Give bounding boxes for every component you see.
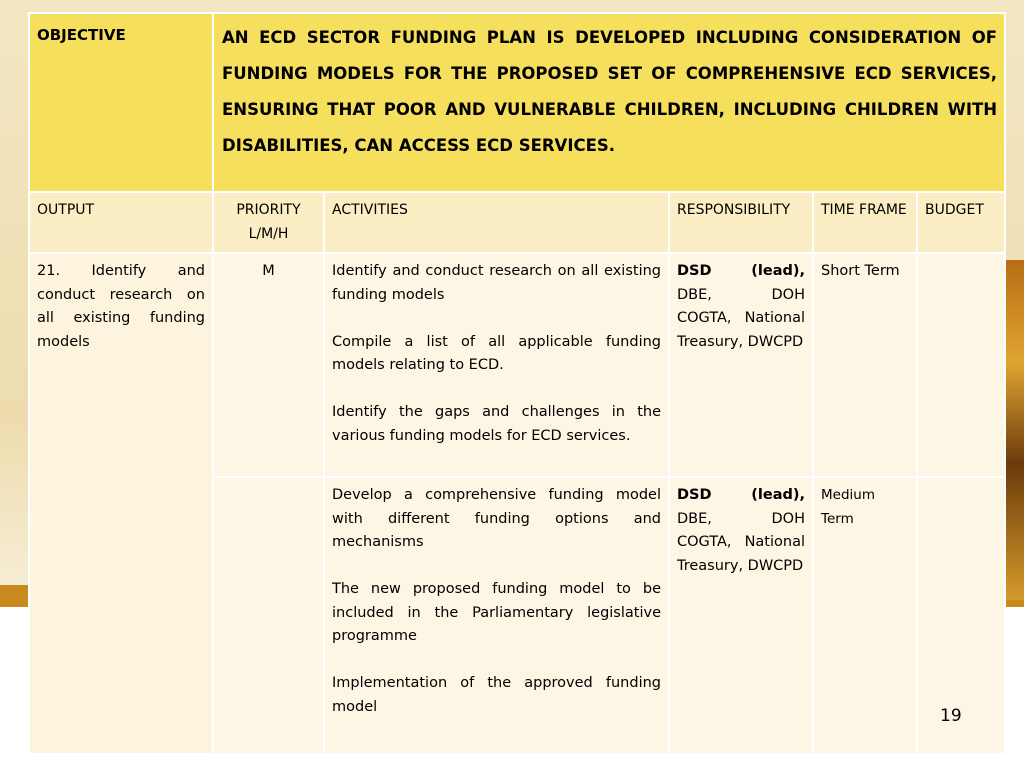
priority-cell: M — [213, 253, 324, 477]
responsibility-cell — [669, 477, 813, 754]
activity-item: Compile a list of all applicable funding models relating to ECD. — [332, 333, 661, 373]
responsibility-others: DBE, DOH COGTA, National Treasury, DWCPD — [677, 510, 805, 574]
header-responsibility: RESPONSIBILITY — [669, 192, 813, 253]
activity-item: Identify and conduct research on all existing funding models — [332, 263, 661, 303]
header-output: OUTPUT — [29, 192, 213, 253]
header-time-frame: TIME FRAME — [813, 192, 917, 253]
table-row — [29, 253, 1005, 477]
activities-cell — [324, 253, 669, 477]
responsibility-lead: DSD (lead), — [677, 487, 805, 503]
budget-cell — [917, 253, 1005, 477]
time-frame-cell: Medium Term — [813, 477, 917, 754]
objective-row — [29, 13, 1005, 192]
responsibility-lead: DSD (lead), — [677, 263, 805, 279]
header-budget: BUDGET — [917, 192, 1005, 253]
priority-cell — [213, 477, 324, 754]
output-cell: 21. Identify and conduct research on all existing funding models — [29, 253, 213, 754]
responsibility-others: DBE, DOH COGTA, National Treasury, DWCPD — [677, 286, 805, 350]
activities-cell — [324, 477, 669, 754]
header-row — [29, 192, 1005, 253]
page-number: 19 — [940, 706, 962, 726]
activity-item: Identify the gaps and challenges in the various funding models for ECD services. — [332, 404, 661, 444]
header-priority: PRIORITY L/M/H — [213, 192, 324, 253]
objective-label: OBJECTIVE — [29, 13, 213, 192]
activity-item: Develop a comprehensive funding model with different funding options and mechanisms — [332, 487, 661, 550]
objective-text: AN ECD SECTOR FUNDING PLAN IS DEVELOPED INCLUDING CONSIDERATION OF FUNDING MODELS FOR THE PROPOSED SET OF COMPREHENSIVE ECD SERVICES, ENSURING THAT POOR AND VULNERABLE CHILDREN, INCLUDING CHILDREN WITH DISABILITIES, CAN ACCESS ECD SERVICES. — [213, 13, 1005, 192]
responsibility-cell — [669, 253, 813, 477]
activity-item: Implementation of the approved funding model — [332, 675, 661, 715]
activity-item: The new proposed funding model to be included in the Parliamentary legislative programme — [332, 581, 661, 644]
header-activities: ACTIVITIES — [324, 192, 669, 253]
time-frame-cell: Short Term — [813, 253, 917, 477]
funding-plan-table — [28, 12, 1006, 755]
